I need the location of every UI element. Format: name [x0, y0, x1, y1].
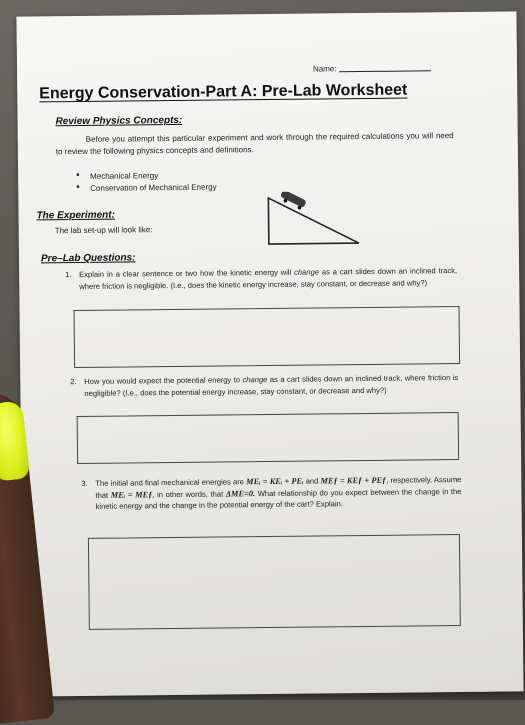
question-emphasis: change: [242, 375, 268, 385]
experiment-heading: The Experiment:: [36, 209, 115, 222]
concept-list: [76, 170, 217, 195]
name-blank-line[interactable]: [339, 70, 431, 72]
review-body: Before you attempt this particular experiment and work through the required calculations you will need to review the following physics concepts and definitions.: [55, 131, 454, 156]
answer-box-2[interactable]: [77, 412, 459, 464]
question-text: and: [303, 476, 321, 486]
list-item: • Mechanical Energy: [76, 170, 216, 183]
question-1: [65, 265, 458, 292]
equation-final-energy: MEƒ = KEƒ + PEƒ: [320, 475, 387, 486]
list-item: • Conservation of Mechanical Energy: [76, 182, 216, 195]
incline-ramp: [268, 197, 358, 244]
name-field[interactable]: [313, 62, 431, 75]
question-text: as a cart slides down an inclined track, where friction is negligible? (I.e., does the potential energy increase, stay constant, or decrease and why?): [84, 373, 459, 398]
question-2: [70, 372, 459, 399]
question-text: How you would expect the potential energy to: [84, 375, 243, 386]
question-emphasis: change: [294, 267, 320, 277]
prelab-heading: Pre–Lab Questions:: [40, 252, 136, 265]
question-text: What relationship do you expect between the change in the kinetic energy and the change in the potential energy of the cart? Explain.: [95, 486, 462, 511]
review-heading: Review Physics Concepts:: [55, 114, 183, 128]
question-text: , in other words, that: [152, 488, 226, 499]
question-number: 2.: [70, 377, 77, 387]
question-number: 1.: [65, 270, 72, 280]
incline-setup-diagram: [266, 191, 363, 248]
answer-box-3[interactable]: [88, 534, 461, 630]
name-label: Name:: [312, 64, 337, 74]
question-3: [81, 474, 462, 512]
question-number: 3.: [81, 478, 88, 488]
question-text: Explain in a clear sentence or two how the kinetic energy will: [79, 267, 295, 279]
worksheet-page: [16, 11, 523, 696]
equation-initial-energy: MEᵢ = KEᵢ + PEᵢ: [246, 476, 304, 487]
equation-delta-me: ΔME=0.: [225, 488, 256, 498]
page-title: Energy Conservation-Part A: Pre-Lab Worksheet: [39, 81, 408, 103]
equation-conservation: MEᵢ = MEƒ: [110, 489, 153, 500]
question-text: , respectively. Assume that: [95, 475, 462, 500]
question-text: The initial and final mechanical energies are: [95, 477, 247, 488]
experiment-body: The lab set-up will look like:: [54, 225, 153, 236]
answer-box-1[interactable]: [74, 306, 461, 368]
question-text: as a cart slides down an inclined track, where friction is negligible. (I.e., does the kinetic energy increase, stay constant, or decrease and why?): [79, 266, 458, 291]
cart-icon: [280, 191, 307, 210]
